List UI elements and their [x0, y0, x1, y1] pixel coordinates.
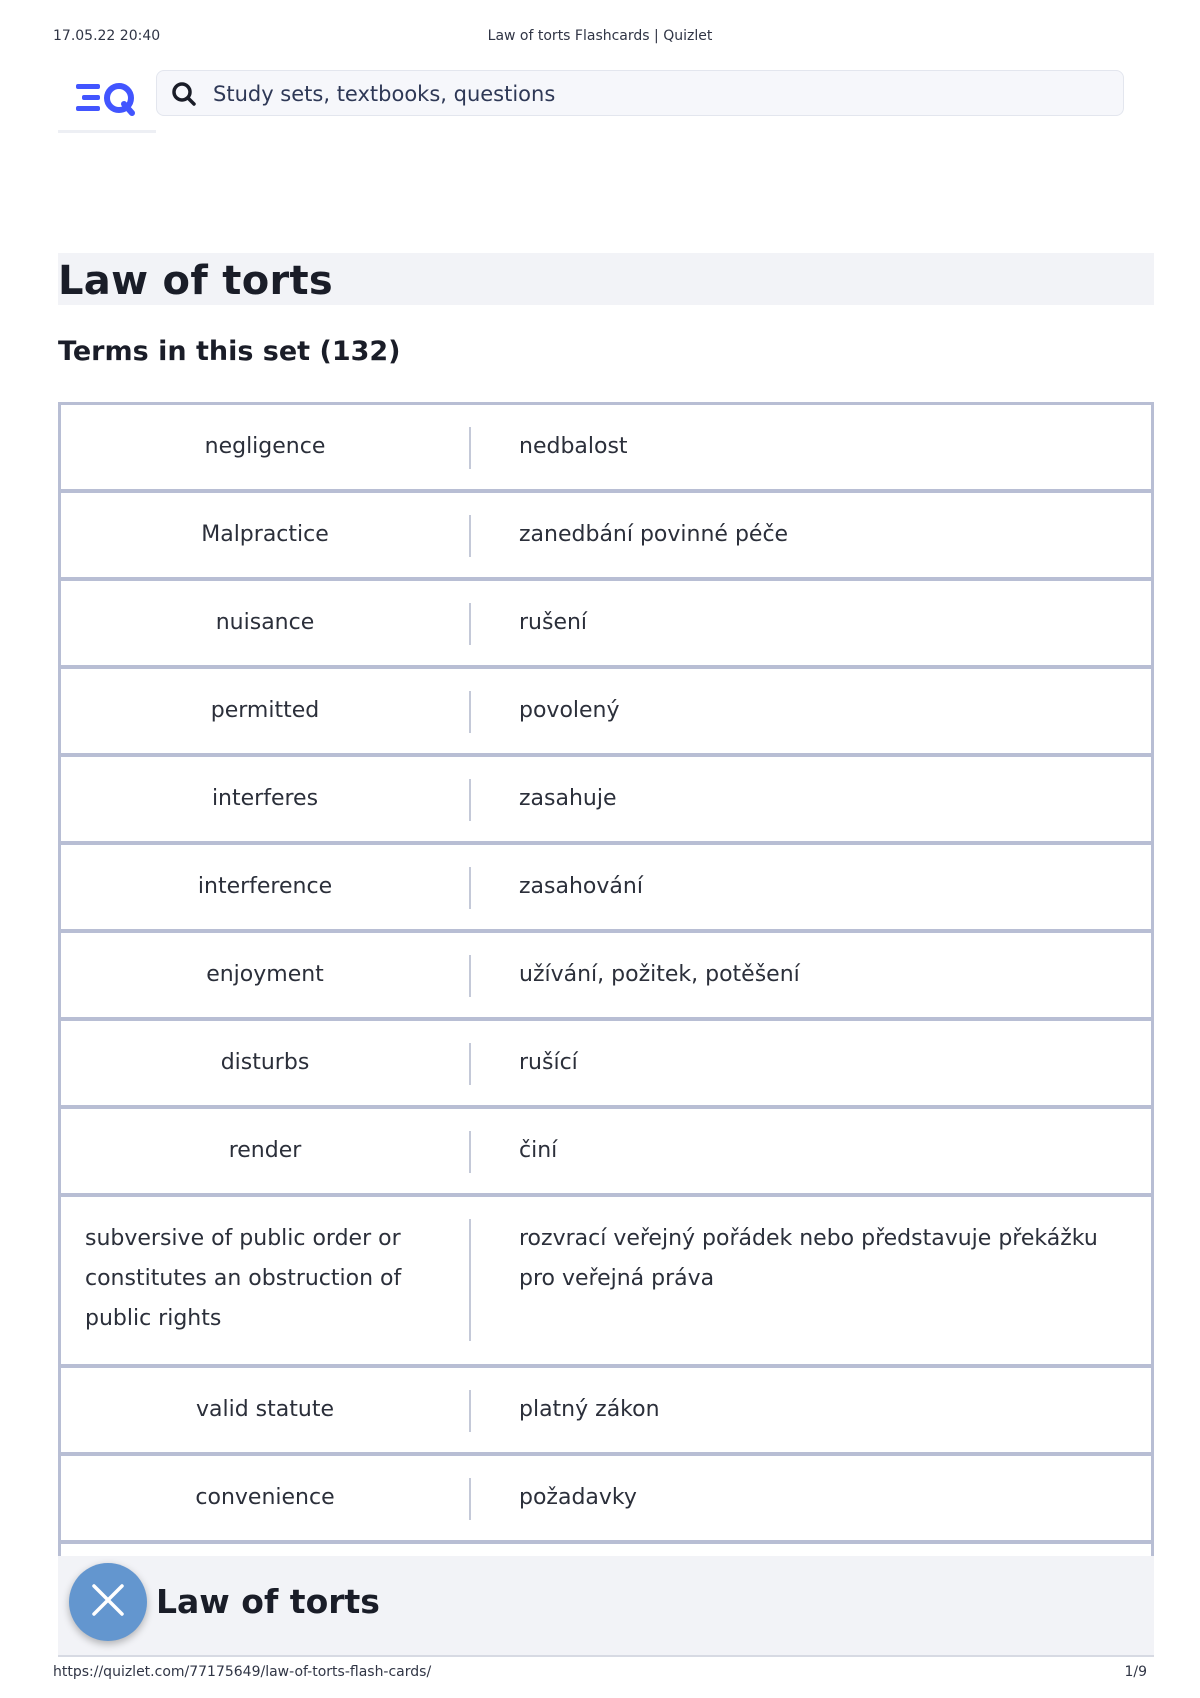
quizlet-logo-icon[interactable] [74, 78, 140, 118]
term-text: render [61, 1131, 471, 1173]
search-icon [171, 81, 197, 107]
term-text: disturbs [61, 1043, 471, 1085]
logo-underline [58, 130, 156, 133]
search-bar[interactable] [156, 70, 1124, 116]
definition-text: zanedbání povinné péče [519, 522, 789, 547]
term-text: enjoyment [61, 955, 471, 997]
term-row [61, 1021, 1151, 1109]
page-number: 1/9 [1124, 1664, 1147, 1680]
sticky-footer-title: Law of torts [156, 1582, 380, 1621]
definition-text: povolený [519, 698, 620, 723]
divider [58, 1655, 1154, 1657]
term-row [61, 845, 1151, 933]
term-text: Malpractice [61, 515, 471, 557]
term-text: permitted [61, 691, 471, 733]
term-row [61, 405, 1151, 493]
term-row [61, 1197, 1151, 1368]
definition-text: zasahování [519, 874, 643, 899]
definition-text: činí [519, 1138, 558, 1163]
term-text: interferes [61, 779, 471, 821]
print-datetime: 17.05.22 20:40 [53, 28, 161, 44]
definition-text: požadavky [519, 1485, 637, 1510]
definition-text: rušící [519, 1050, 578, 1075]
term-text: negligence [61, 427, 471, 469]
definition-text: zasahuje [519, 786, 617, 811]
term-row [61, 669, 1151, 757]
close-icon [89, 1581, 127, 1623]
definition-text: užívání, požitek, potěšení [519, 962, 800, 987]
term-row [61, 1368, 1151, 1456]
terms-heading: Terms in this set (132) [58, 336, 401, 367]
print-url: https://quizlet.com/77175649/law-of-torts-flash-cards/ [53, 1664, 432, 1680]
page-title: Law of torts [58, 258, 334, 304]
definition-text: platný zákon [519, 1397, 660, 1422]
definition-text: rušení [519, 610, 588, 635]
sticky-footer-bar [58, 1556, 1154, 1657]
term-text: convenience [61, 1478, 471, 1520]
print-document-title: Law of torts Flashcards | Quizlet [487, 28, 713, 44]
term-row [61, 493, 1151, 581]
terms-list [58, 402, 1154, 1556]
term-text: subversive of public order or constitutes an obstruction of public rights [61, 1219, 471, 1341]
search-input[interactable] [211, 71, 1095, 117]
term-row [61, 1456, 1151, 1544]
term-row [61, 757, 1151, 845]
close-button[interactable] [69, 1563, 147, 1641]
term-text: valid statute [61, 1390, 471, 1432]
term-row [61, 933, 1151, 1021]
definition-text: nedbalost [519, 434, 628, 459]
print-footer [53, 1664, 1147, 1684]
term-row [61, 581, 1151, 669]
top-navigation-bar [58, 70, 1138, 134]
definition-text: rozvrací veřejný pořádek nebo představuje překážku pro veřejná práva [519, 1226, 1098, 1291]
term-text: interference [61, 867, 471, 909]
term-text: nuisance [61, 603, 471, 645]
print-header [53, 28, 1147, 48]
term-row [61, 1109, 1151, 1197]
